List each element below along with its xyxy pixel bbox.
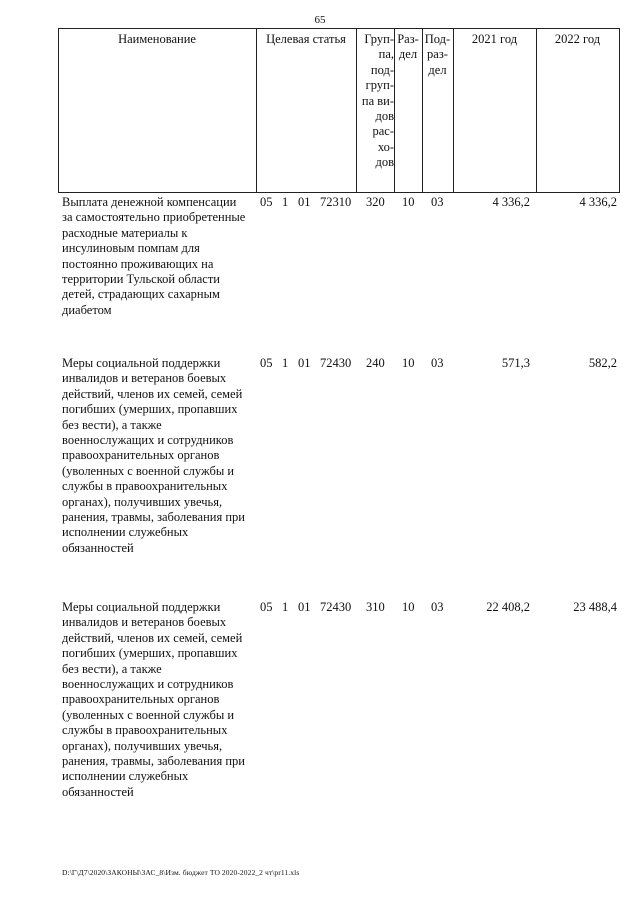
target-code-direction: 72310 <box>320 195 352 209</box>
row-name: Меры социальной поддержки инвалидов и ветеранов боевых действий, членов их семей, семей погибших (умерших, пропавших без вести), а также военнослужащих и сотрудников правоохранительных органов (уволенных с военной службы и службы в правоохранительных органах), получивших увечья, ранения, травмы, заболевания при исполнении служебных обязанностей <box>62 600 245 799</box>
col-header-2021: 2021 год <box>471 32 518 46</box>
target-code-direction: 72430 <box>320 356 352 370</box>
col-header-target: Целевая статья <box>266 32 346 46</box>
target-code-direction: 72430 <box>320 600 352 614</box>
target-code-event: 01 <box>298 195 311 209</box>
target-code-event: 01 <box>298 356 311 370</box>
amount-2021: 4 336,2 <box>492 195 530 209</box>
expense-group: 240 <box>366 356 385 370</box>
table-header <box>58 28 620 193</box>
amount-2021: 571,3 <box>501 356 530 370</box>
row-name: Меры социальной поддержки инвалидов и ветеранов боевых действий, членов их семей, семей погибших (умерших, пропавших без вести), а также военнослужащих и сотрудников правоохранительных органов (уволенных с военной службы и службы в правоохранительных органах), получивших увечья, ранения, травмы, заболевания при исполнении служебных обязанностей <box>62 356 245 555</box>
amount-2022: 23 488,4 <box>573 600 617 614</box>
divider <box>453 28 454 193</box>
subsection: 03 <box>431 356 444 370</box>
col-header-group: Груп- па, под- груп- па ви- дов рас- хо- дов <box>361 32 394 170</box>
target-code-program: 05 <box>260 195 273 209</box>
subsection: 03 <box>431 195 444 209</box>
section: 10 <box>402 600 415 614</box>
section: 10 <box>402 356 415 370</box>
target-code-program: 05 <box>260 356 273 370</box>
target-code-subprogram: 1 <box>282 195 289 209</box>
divider <box>619 28 620 193</box>
divider <box>256 28 257 193</box>
subsection: 03 <box>431 600 444 614</box>
section: 10 <box>402 195 415 209</box>
target-code-program: 05 <box>260 600 273 614</box>
col-header-section: Раз- дел <box>397 32 419 62</box>
col-header-name: Наименование <box>118 32 196 46</box>
expense-group: 320 <box>366 195 385 209</box>
amount-2022: 582,2 <box>588 356 617 370</box>
target-code-event: 01 <box>298 600 311 614</box>
amount-2022: 4 336,2 <box>579 195 617 209</box>
divider <box>58 28 59 193</box>
divider <box>536 28 537 193</box>
page-number: 65 <box>314 14 326 26</box>
col-header-subsection: Под- раз- дел <box>424 32 451 77</box>
file-path-footer: D:\Г\Д7\2020\ЗАКОНЫ\ЗАС_8\Изм. бюджет ТО 2020-2022_2 чт\pr11.xls <box>62 868 300 877</box>
col-header-2022: 2022 год <box>554 32 601 46</box>
expense-group: 310 <box>366 600 385 614</box>
amount-2021: 22 408,2 <box>486 600 530 614</box>
target-code-subprogram: 1 <box>282 600 289 614</box>
row-name: Выплата денежной компенсации за самостоятельно приобретенные расходные материалы к инсулиновым помпам для постоянно проживающих на территории Тульской области детей, страдающих сахарным диабетом <box>62 195 246 317</box>
target-code-subprogram: 1 <box>282 356 289 370</box>
